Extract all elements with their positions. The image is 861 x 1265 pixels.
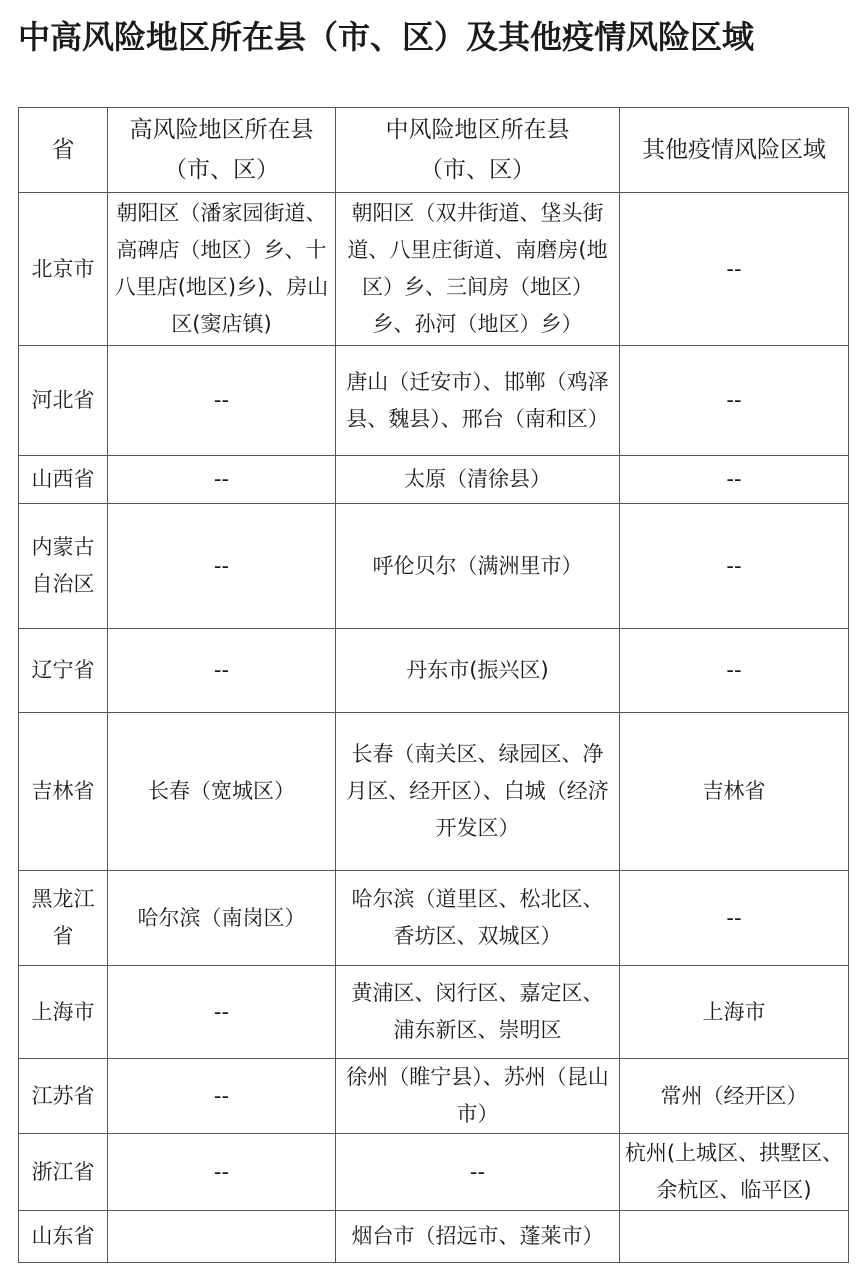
cell-province: 山西省 [19,456,108,504]
cell-province: 吉林省 [19,713,108,871]
header-other-risk: 其他疫情风险区域 [620,108,849,193]
cell-high-risk: -- [108,346,336,456]
table-row [19,1134,849,1211]
table-header-row [19,108,849,193]
table-row [19,629,849,713]
cell-medium-risk: 哈尔滨（道里区、松北区、香坊区、双城区） [336,871,620,966]
cell-medium-risk: 唐山（迁安市）、邯郸（鸡泽县、魏县）、邢台（南和区） [336,346,620,456]
cell-high-risk: -- [108,456,336,504]
cell-medium-risk: -- [336,1134,620,1211]
cell-high-risk: 哈尔滨（南岗区） [108,871,336,966]
cell-high-risk [108,1211,336,1263]
cell-medium-risk: 朝阳区（双井街道、垡头街道、八里庄街道、南磨房(地区）乡、三间房（地区）乡、孙河（地区）乡） [336,193,620,346]
cell-medium-risk: 黄浦区、闵行区、嘉定区、浦东新区、崇明区 [336,966,620,1059]
cell-other-risk: -- [620,346,849,456]
cell-medium-risk: 烟台市（招远市、蓬莱市） [336,1211,620,1263]
cell-province: 江苏省 [19,1059,108,1134]
cell-medium-risk: 徐州（睢宁县）、苏州（昆山市） [336,1059,620,1134]
cell-province: 河北省 [19,346,108,456]
cell-medium-risk: 呼伦贝尔（满洲里市） [336,504,620,629]
cell-high-risk: -- [108,629,336,713]
document-title: 中高风险地区所在县（市、区）及其他疫情风险区域 [18,18,755,56]
cell-province: 山东省 [19,1211,108,1263]
table-row [19,456,849,504]
cell-province: 浙江省 [19,1134,108,1211]
header-high-risk: 高风险地区所在县（市、区） [108,108,336,193]
table-row [19,966,849,1059]
header-province: 省 [19,108,108,193]
cell-other-risk: -- [620,504,849,629]
cell-other-risk: -- [620,871,849,966]
cell-other-risk [620,1211,849,1263]
cell-province: 辽宁省 [19,629,108,713]
cell-high-risk: -- [108,1134,336,1211]
cell-province: 上海市 [19,966,108,1059]
table-row [19,1211,849,1263]
cell-province: 北京市 [19,193,108,346]
cell-other-risk: 常州（经开区） [620,1059,849,1134]
cell-other-risk: 上海市 [620,966,849,1059]
table-row [19,871,849,966]
cell-other-risk: -- [620,193,849,346]
cell-medium-risk: 丹东市(振兴区) [336,629,620,713]
cell-medium-risk: 长春（南关区、绿园区、净月区、经开区）、白城（经济开发区） [336,713,620,871]
cell-other-risk: -- [620,456,849,504]
table-body [19,193,849,1263]
table-row [19,713,849,871]
cell-other-risk: 杭州(上城区、拱墅区、余杭区、临平区) [620,1134,849,1211]
table-row [19,346,849,456]
cell-high-risk: -- [108,1059,336,1134]
cell-high-risk: 长春（宽城区） [108,713,336,871]
cell-province: 黑龙江省 [19,871,108,966]
cell-other-risk: 吉林省 [620,713,849,871]
risk-areas-table [18,107,849,1263]
table-row [19,504,849,629]
cell-province: 内蒙古自治区 [19,504,108,629]
cell-other-risk: -- [620,629,849,713]
cell-medium-risk: 太原（清徐县） [336,456,620,504]
header-medium-risk: 中风险地区所在县（市、区） [336,108,620,193]
cell-high-risk: -- [108,966,336,1059]
cell-high-risk: 朝阳区（潘家园街道、高碑店（地区）乡、十八里店(地区)乡)、房山区(窦店镇) [108,193,336,346]
table-row [19,1059,849,1134]
cell-high-risk: -- [108,504,336,629]
table-row [19,193,849,346]
